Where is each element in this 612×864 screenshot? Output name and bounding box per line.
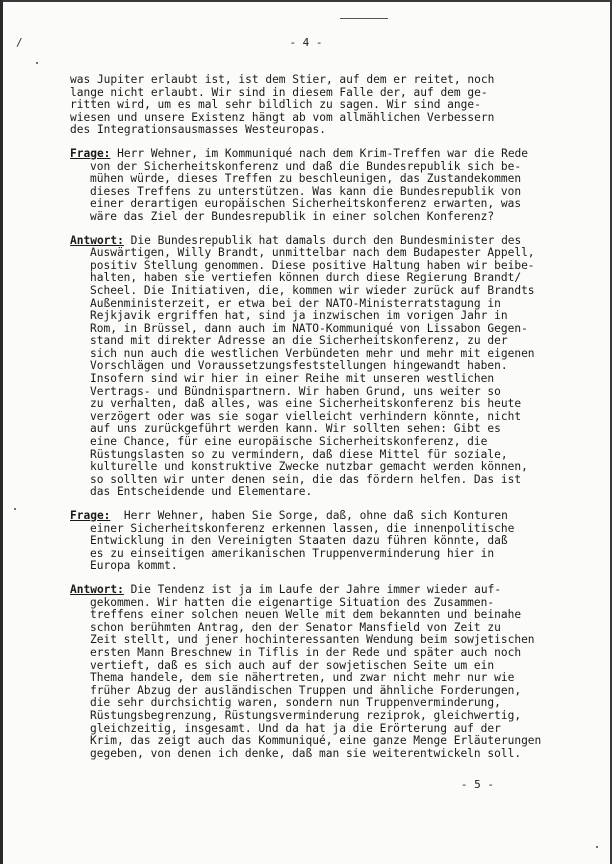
line-text: verzögert oder was sie sogar vielleicht verhindern könnte, nicht — [90, 409, 522, 423]
line-text: Insofern sind wir hier in einer Reihe mit unseren westlichen — [90, 372, 495, 386]
line-text: Rüstungsbegrenzung, Rüstungsverminderung reziprok, gleichwertig, — [90, 708, 522, 722]
line-text: Herr Wehner, im Kommuniqué nach dem Krim-Treffen war die Rede — [110, 146, 529, 160]
line-text: Scheel. Die Initiativen, die, kommen wir wieder zurück auf Brandts — [90, 283, 535, 297]
line-text: Entwicklung in den Vereinigten Staaten dazu führen könnte, daß — [90, 534, 508, 548]
line-text: ersten Mann Breschnew in Tiflis in der Rede und später auch noch — [90, 645, 522, 659]
line-text: gegeben, von denen ich denke, daß man sie weiterentwickeln soll. — [90, 746, 522, 760]
line-text: Europa kommt. — [90, 559, 178, 573]
scan-speck — [14, 508, 16, 510]
line-text: früher Abzug der ausländischen Truppen und ähnliche Forderungen, — [90, 683, 522, 697]
line-text: einer Sicherheitskonferenz erkennen lassen, die innenpolitische — [90, 521, 515, 535]
margin-mark: / — [16, 36, 23, 49]
line-text: treffens einer solchen neuen Welle mit dem bekannten und beinahe — [90, 608, 522, 622]
line-text: Krim, das zeigt auch das Kommuniqué, eine ganze Menge Erläuterungen — [90, 734, 542, 748]
line-text: schon berühmten Antrag, den der Senator Mansfield von Zeit zu — [90, 620, 501, 634]
speaker-label: Frage: — [70, 509, 111, 522]
line-text: Die Tendenz ist ja im Laufe der Jahre immer wieder auf- — [123, 582, 502, 596]
text-line — [70, 560, 560, 573]
speaker-label: Frage: — [70, 146, 111, 160]
line-text: wäre das Ziel der Bundesrepublik in einer solchen Konferenz? — [90, 209, 495, 223]
document-body — [70, 74, 560, 771]
antwort-paragraph — [70, 584, 560, 760]
line-text: lange nicht erlaubt. Wir sind in diesem Falle der, auf dem ge- — [70, 85, 488, 99]
text-line — [70, 486, 560, 499]
line-text: Thema handele, dem sie nähertreten, und zwar nicht mehr nur wie — [90, 671, 515, 685]
line-text: Rüstungslasten so zu vermindern, daß diese Mittel für soziale, — [90, 447, 508, 461]
text-line — [70, 124, 560, 137]
line-text: Herr Wehner, haben Sie Sorge, daß, ohne daß sich Konturen — [110, 509, 508, 522]
line-text: des Integrationsausmasses Westeuropas. — [70, 123, 326, 137]
line-text: es zu einseitigen amerikanischen Truppenverminderung hier in — [90, 546, 495, 560]
line-text: mühen würde, dieses Treffen zu beschleunigen, das Zustandekommen — [90, 172, 522, 186]
speaker-label: Antwort: — [70, 233, 124, 247]
line-text: vertieft, daß es sich auch auf der sowjetischen Seite um ein — [90, 658, 495, 672]
line-text: die sehr durchsichtig waren, sondern nun Truppenverminderung, — [90, 696, 501, 710]
line-text: ritten wird, um es mal sehr bildlich zu sagen. Wir sind ange- — [70, 98, 481, 112]
line-text: eine Chance, für eine europäische Sicherheitskonferenz, die — [90, 435, 488, 449]
line-text: halten, haben sie vertiefen können durch diese Regierung Brandt/ — [90, 271, 522, 285]
continuation-paragraph — [70, 74, 560, 137]
scan-speck — [36, 62, 38, 64]
line-text: Auswärtigen, Willy Brandt, unmittelbar nach dem Budapester Appell, — [90, 246, 535, 260]
line-text: stand mit direkter Adresse an die Sicherheitskonferenz, zu der — [90, 334, 508, 348]
scan-speck — [596, 846, 598, 848]
line-text: das Entscheidende und Elementare. — [90, 485, 313, 499]
line-text: wiesen und unsere Existenz hängt ab vom allmählichen Verbessern — [70, 110, 495, 124]
frage-paragraph — [70, 510, 560, 573]
line-text: Rejkjavik ergriffen hat, sind ja inzwischen im vorigen Jahr in — [90, 309, 508, 323]
line-text: gleichzeitig, insgesamt. Und da hat ja die Erörterung auf der — [90, 721, 501, 735]
frage-paragraph — [70, 148, 560, 224]
line-text: dieses Treffens zu unterstützen. Was kann die Bundesrepublik von — [90, 184, 522, 198]
page-number-header: - 4 - — [289, 36, 323, 49]
line-text: Außenministerzeit, er etwa bei der NATO-Ministerratstagung in — [90, 296, 501, 310]
page-number-footer: - 5 - — [460, 778, 494, 791]
line-text: von der Sicherheitskonferenz und daß die Bundesrepublik sich be- — [90, 159, 522, 173]
top-rule — [340, 18, 388, 19]
line-text: Die Bundesrepublik hat damals durch den Bundesminister des — [123, 233, 522, 247]
speaker-label: Antwort: — [70, 582, 124, 596]
line-text: auf uns zurückgeführt werden kann. Wir sollten sehen: Gibt es — [90, 422, 501, 436]
line-text: einer derartigen europäischen Sicherheitskonferenz erwarten, was — [90, 197, 522, 211]
line-text: Vorschlägen und Voraussetzungsfeststellungen hingewandt haben. — [90, 359, 508, 373]
line-text: so sollten wir unter denen sein, die das fördern helfen. Das ist — [90, 472, 522, 486]
line-text: Rom, in Brüssel, dann auch im NATO-Kommuniqué von Lissabon Gegen- — [90, 321, 528, 335]
antwort-paragraph — [70, 235, 560, 499]
line-text: sich nun auch die westlichen Verbündeten mehr und mehr mit eigenen — [90, 346, 535, 360]
text-line — [70, 748, 560, 761]
line-text: kulturelle und konstruktive Zwecke nutzbar gemacht werden können, — [90, 460, 528, 474]
line-text: gekommen. Wir hatten die eigenartige Situation des Zusammen- — [90, 595, 495, 609]
line-text: zu verhalten, daß alles, was eine Sicherheitskonferenz bis heute — [90, 397, 522, 411]
text-line — [70, 211, 560, 224]
line-text: was Jupiter erlaubt ist, ist dem Stier, auf dem er reitet, noch — [70, 73, 495, 86]
line-text: positiv Stellung genommen. Diese positive Haltung haben wir beibe- — [90, 258, 535, 272]
line-text: Zeit stellt, und jener hochinteressanten Wendung beim sowjetischen — [90, 633, 535, 647]
line-text: Vertrags- und Bündnispartnern. Wir haben Grund, uns weiter so — [90, 384, 501, 398]
